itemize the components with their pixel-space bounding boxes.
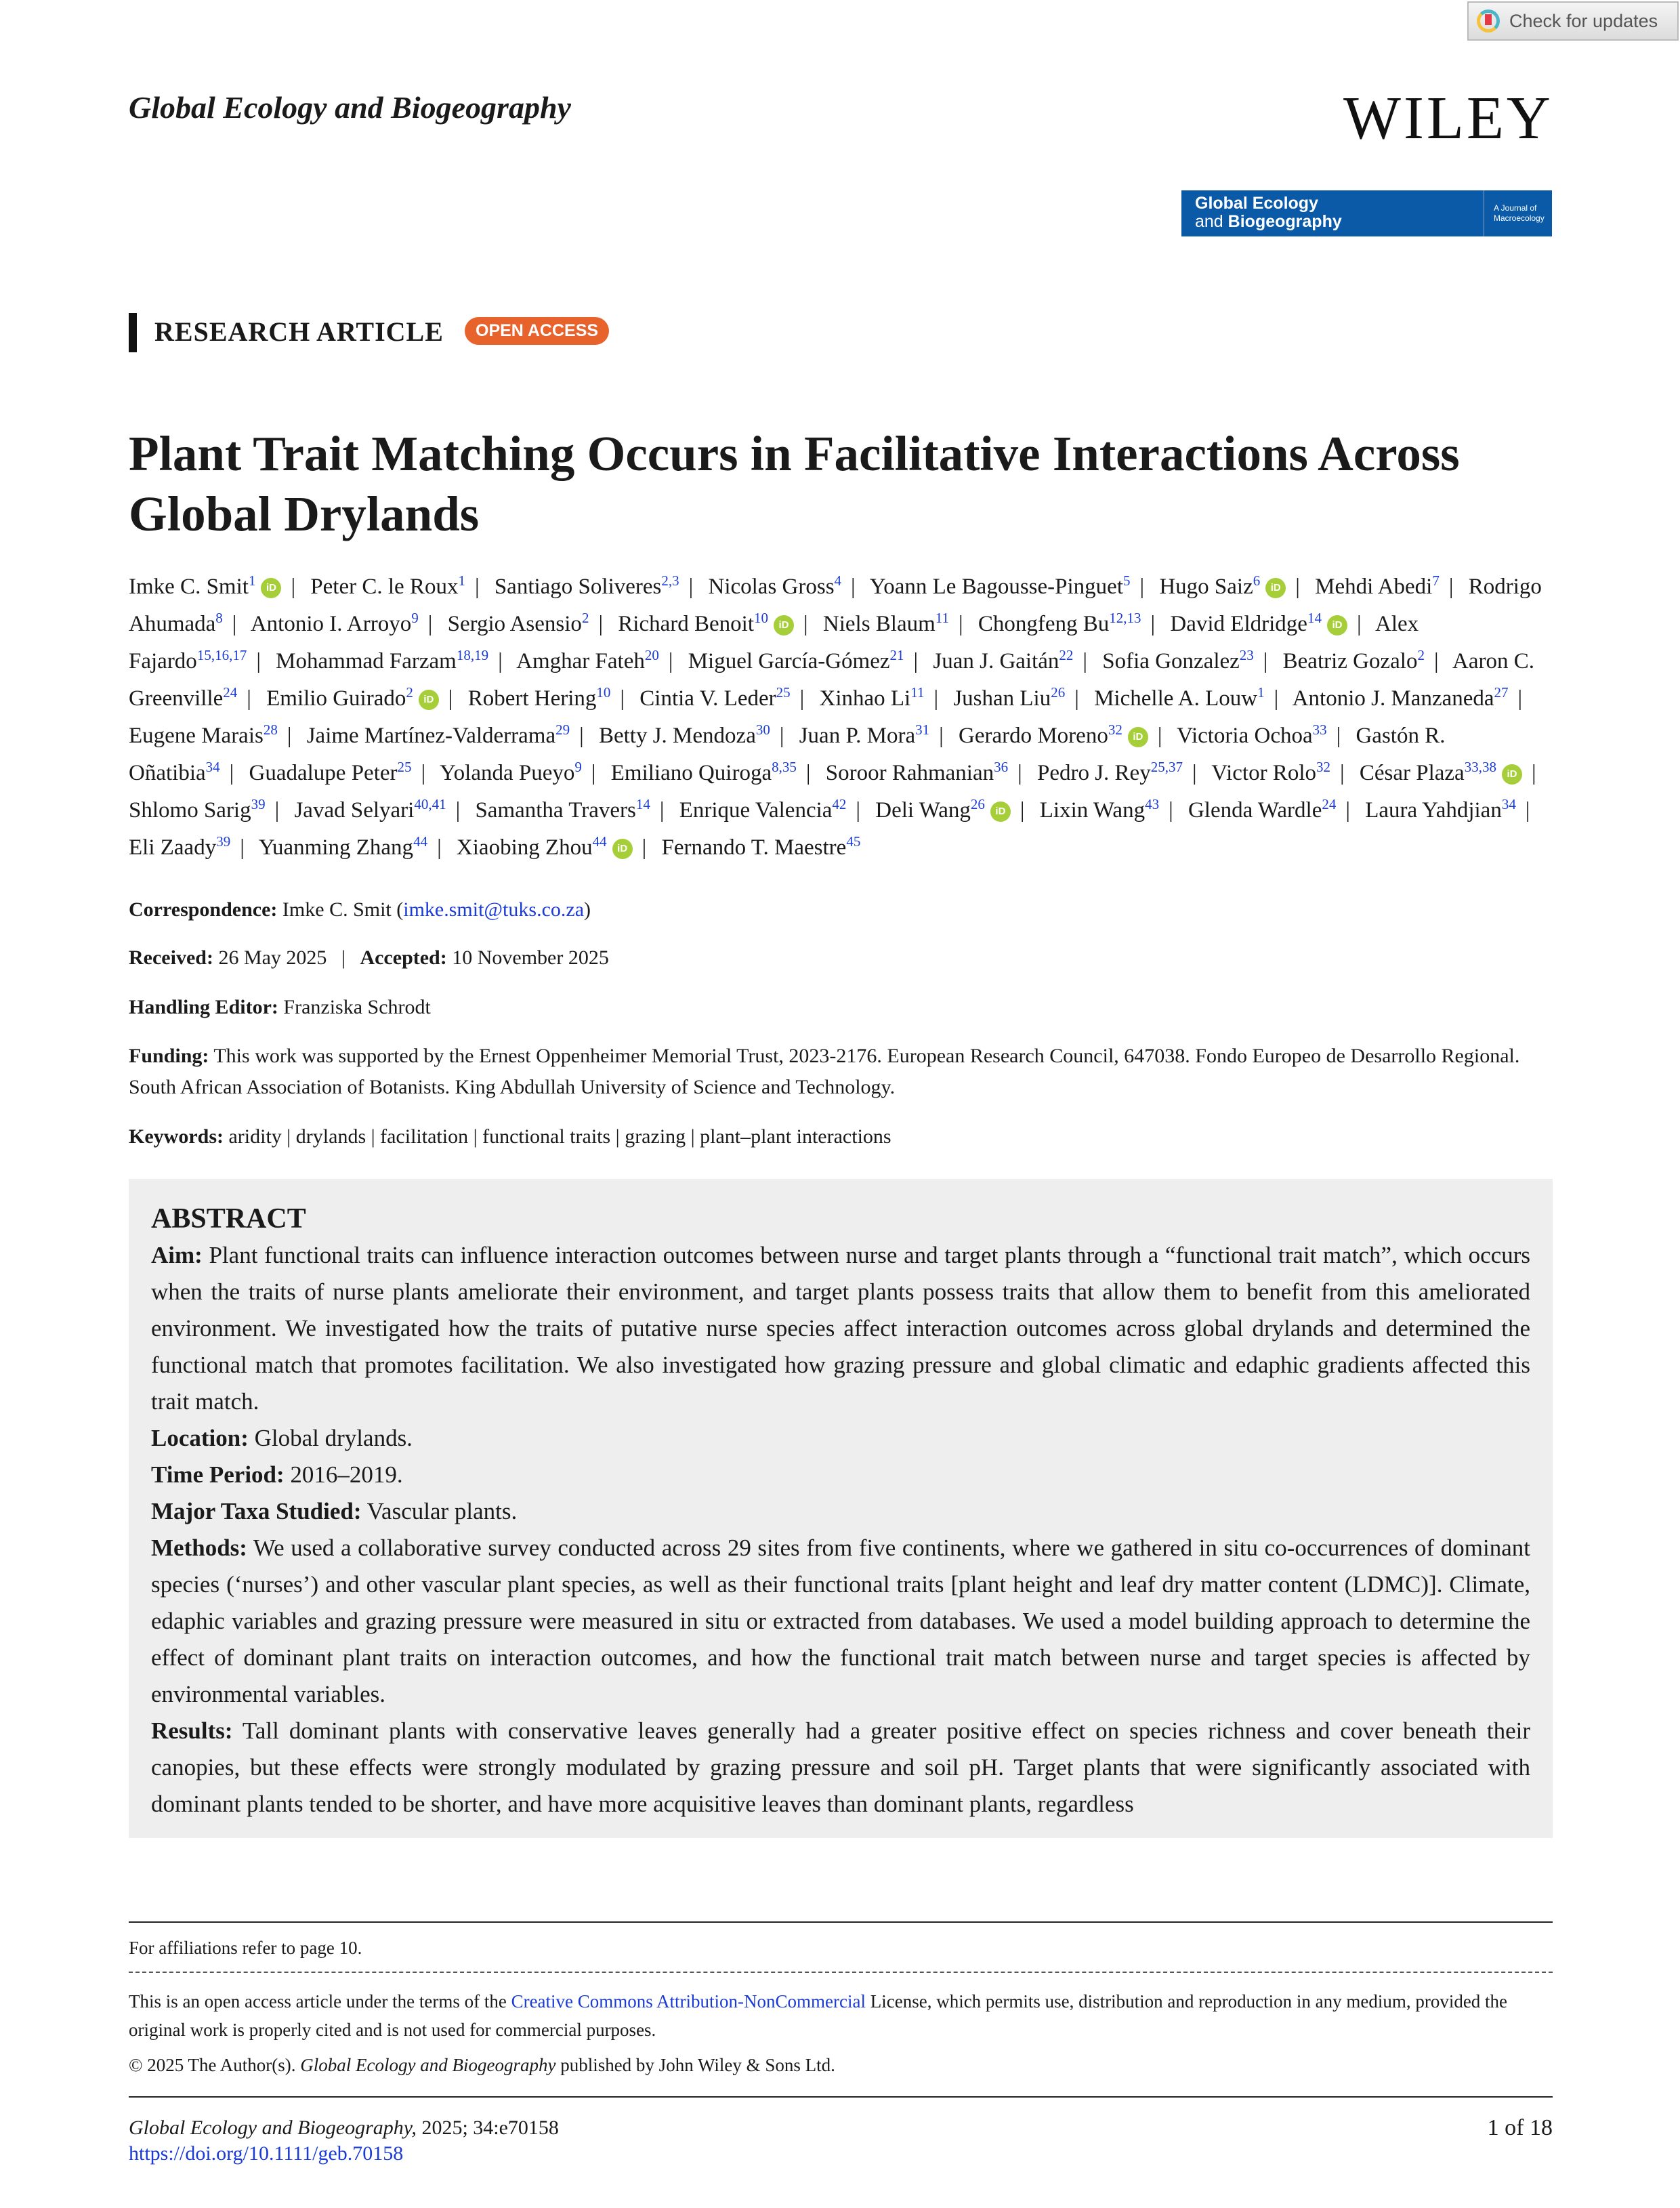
page-number: 1 of 18 (1487, 2115, 1553, 2140)
affiliation-superscript[interactable]: 14 (635, 796, 650, 812)
author-name: Yolanda Pueyo (440, 761, 575, 785)
abstract-section-label: Methods: (151, 1535, 247, 1561)
author-name: Rodrigo Ahumada (129, 575, 1542, 636)
author-name: Miguel García-Gómez (688, 649, 890, 673)
footer-dashed-rule (129, 1972, 1553, 1973)
author-name: Deli Wang (875, 798, 971, 822)
affiliation-superscript[interactable]: 44 (592, 833, 607, 850)
author-separator: | (1433, 649, 1439, 673)
citation-rest: 2025; 34:e70158 (416, 2117, 559, 2139)
affiliation-superscript[interactable]: 2,3 (661, 572, 679, 589)
author (875, 798, 1011, 822)
author (1293, 686, 1509, 711)
affiliation-superscript[interactable]: 44 (413, 833, 428, 850)
author-name: Gerardo Moreno (958, 724, 1108, 748)
author (129, 724, 278, 748)
author (1094, 686, 1265, 711)
abstract-section-text: 2016–2019. (290, 1461, 403, 1488)
author-separator: | (229, 761, 234, 785)
author (457, 835, 633, 860)
author-separator: | (1531, 761, 1536, 785)
abstract-box (129, 1179, 1553, 1838)
author-name: Niels Blaum (822, 612, 936, 636)
orcid-icon[interactable]: iD (1502, 764, 1522, 785)
author (516, 649, 659, 673)
keywords (129, 1121, 1558, 1152)
journal-title: Global Ecology and Biogeography (129, 90, 571, 125)
author-name: Hugo Saiz (1159, 575, 1253, 599)
author (129, 798, 266, 822)
author-separator: | (579, 724, 584, 748)
author-name: Juan P. Mora (799, 724, 916, 748)
author-separator: | (851, 575, 856, 599)
author-name: Yuanming Zhang (258, 835, 414, 860)
affiliation-superscript[interactable]: 11 (910, 684, 925, 701)
handling-editor (129, 992, 1558, 1023)
correspondence-label: Correspondence: (129, 898, 278, 921)
author-name: Samantha Travers (475, 798, 636, 822)
author-separator: | (856, 798, 861, 822)
author (468, 686, 611, 711)
author-separator: | (959, 612, 963, 636)
affiliation-superscript[interactable]: 39 (216, 833, 231, 850)
abstract-section-label: Time Period: (151, 1461, 285, 1488)
author (440, 761, 582, 785)
author-separator: | (1448, 575, 1454, 599)
affiliation-superscript[interactable]: 14 (1307, 610, 1322, 626)
author-separator: | (1336, 724, 1341, 748)
abstract-heading: ABSTRACT (151, 1203, 306, 1234)
abstract-section (151, 1237, 1530, 1420)
affiliation-superscript[interactable]: 24 (223, 684, 238, 701)
author-separator: | (498, 649, 503, 673)
author (708, 572, 842, 599)
affiliation-superscript[interactable]: 31 (915, 722, 930, 738)
orcid-icon[interactable]: iD (1327, 615, 1347, 636)
affiliation-superscript[interactable]: 4 (834, 572, 842, 589)
affiliation-superscript[interactable]: 12,13 (1109, 610, 1141, 626)
author (259, 835, 427, 860)
author-name: Chongfeng Bu (978, 612, 1110, 636)
author-separator: | (642, 835, 647, 860)
author-name: Victor Rolo (1211, 761, 1316, 785)
author-separator: | (291, 575, 296, 599)
author-separator: | (1017, 761, 1022, 785)
author-separator: | (1169, 798, 1173, 822)
affiliation-superscript[interactable]: 28 (263, 722, 278, 738)
author (494, 572, 679, 599)
author-separator: | (1295, 575, 1300, 599)
correspondence (129, 894, 1558, 925)
author-separator: | (803, 612, 808, 636)
author-separator: | (1139, 575, 1145, 599)
author-name: David Eldridge (1170, 612, 1307, 636)
author-name: Jaime Martínez-Valderrama (306, 724, 556, 748)
author-separator: | (437, 835, 442, 860)
affiliation-superscript[interactable]: 8 (215, 610, 223, 626)
affiliation-superscript[interactable]: 43 (1145, 796, 1160, 812)
affiliation-superscript[interactable]: 33,38 (1464, 759, 1496, 775)
author-name: Robert Hering (467, 686, 597, 711)
license-text (129, 1987, 1553, 2044)
author-name: Sofia Gonzalez (1102, 649, 1240, 673)
affiliation-superscript[interactable]: 33 (1312, 722, 1327, 738)
author-name: Yoann Le Bagousse-Pinguet (869, 575, 1123, 599)
author-name: Eugene Marais (129, 724, 264, 748)
abstract-section (151, 1713, 1530, 1822)
abstract-section (151, 1530, 1530, 1713)
article-type-bar (129, 313, 137, 352)
abstract-section-text: Tall dominant plants with conservative leaves generally had a greater positive effect on species richness and cover beneath their canopies, but these effects were strongly modulated by grazing pressure and soil pH. Target plants that were significantly associated with dominant plants tended to be shorter, and have more acquisitive leaves than dominant plants, regardless (151, 1717, 1531, 1817)
author (799, 724, 929, 748)
author-separator: | (688, 575, 694, 599)
abstract-section-label: Major Taxa Studied: (151, 1498, 362, 1524)
correspondence-close: ) (584, 898, 591, 921)
affiliation-superscript[interactable]: 9 (574, 759, 582, 775)
affiliation-superscript[interactable]: 6 (1253, 572, 1261, 589)
author (618, 612, 794, 636)
banner-tag1: A Journal of (1494, 203, 1537, 213)
orcid-icon[interactable]: iD (1128, 727, 1148, 747)
author (1315, 572, 1440, 599)
accepted-label: Accepted: (360, 946, 447, 969)
author-separator: | (1345, 798, 1350, 822)
author-name: Lixin Wang (1039, 798, 1146, 822)
affiliation-superscript[interactable]: 29 (555, 722, 570, 738)
author-name: Xiaobing Zhou (456, 835, 593, 860)
author-separator: | (256, 649, 261, 673)
article-type: RESEARCH ARTICLE (154, 316, 444, 347)
funding-label: Funding: (129, 1045, 209, 1067)
author-name: Nicolas Gross (708, 575, 835, 599)
author (1037, 761, 1183, 785)
author-name: Santiago Soliveres (494, 575, 662, 599)
affiliation-superscript[interactable]: 2 (581, 610, 589, 626)
affiliation-superscript[interactable]: 45 (846, 833, 861, 850)
journal-banner-logo (1181, 190, 1552, 236)
author-separator: | (799, 686, 805, 711)
banner-line2a: and (1195, 212, 1228, 231)
author-name: Javad Selyari (294, 798, 415, 822)
author (1188, 798, 1336, 822)
crossmark-icon (1477, 9, 1500, 33)
author-name: Mehdi Abedi (1315, 575, 1433, 599)
author-name: Alex Fajardo (129, 612, 1419, 673)
author (475, 798, 650, 822)
affiliation-superscript[interactable]: 1 (458, 572, 465, 589)
license-pre: This is an open access article under the terms of the (129, 1991, 511, 2012)
affiliation-superscript[interactable]: 15,16,17 (196, 647, 247, 663)
author-name: Sergio Asensio (447, 612, 582, 636)
author (1365, 798, 1516, 822)
author-separator: | (247, 686, 251, 711)
affiliation-superscript[interactable]: 2 (1417, 647, 1425, 663)
abstract-section-label: Results: (151, 1717, 233, 1744)
author-name: Emiliano Quiroga (610, 761, 772, 785)
affiliation-superscript[interactable]: 10 (754, 610, 769, 626)
author-separator: | (1083, 649, 1088, 673)
author-name: Enrique Valencia (679, 798, 833, 822)
author (276, 649, 488, 673)
abstract-section (151, 1420, 1530, 1457)
affiliation-superscript[interactable]: 34 (1501, 796, 1516, 812)
author-list (129, 565, 1558, 863)
editor-label: Handling Editor: (129, 996, 278, 1018)
open-access-badge: OPEN ACCESS (465, 317, 609, 345)
affiliation-superscript[interactable]: 8,35 (772, 759, 797, 775)
author (826, 761, 1008, 785)
author-separator: | (933, 686, 939, 711)
author-name: Amghar Fateh (516, 649, 645, 673)
orcid-icon[interactable]: iD (612, 839, 633, 859)
author-separator: | (1340, 761, 1345, 785)
author-separator: | (1263, 649, 1268, 673)
author-name: Fernando T. Maestre (661, 835, 847, 860)
abstract-section-label: Aim: (151, 1242, 203, 1268)
check-for-updates-label: Check for updates (1509, 10, 1658, 31)
affiliation-superscript[interactable]: 25 (397, 759, 412, 775)
affiliation-superscript[interactable]: 32 (1108, 722, 1122, 738)
author (307, 724, 570, 748)
copyright (129, 2051, 1553, 2079)
article-title: Plant Trait Matching Occurs in Facilitative Interactions Across Global Drylands (129, 426, 1460, 541)
affiliation-superscript[interactable]: 39 (251, 796, 266, 812)
keywords-text: aridity | drylands | facilitation | functional traits | grazing | plant–plant interactions (228, 1125, 891, 1148)
author (959, 724, 1148, 748)
author (611, 761, 797, 785)
affiliation-superscript[interactable]: 27 (1494, 684, 1509, 701)
author-separator: | (287, 724, 292, 748)
author-separator: | (1517, 686, 1523, 711)
author-separator: | (805, 761, 811, 785)
author-name: Imke C. Smit (129, 575, 249, 599)
author (823, 612, 949, 636)
citation-journal: Global Ecology and Biogeography, (129, 2117, 417, 2139)
affiliation-superscript[interactable]: 1 (248, 572, 256, 589)
author-name: Aaron C. Greenville (129, 649, 1534, 711)
affiliation-superscript[interactable]: 42 (832, 796, 847, 812)
author (688, 649, 904, 673)
abstract-section-text: Vascular plants. (366, 1498, 518, 1524)
editor-name: Franziska Schrodt (283, 996, 431, 1018)
author-name: Jushan Liu (953, 686, 1051, 711)
affiliation-superscript[interactable]: 26 (1051, 684, 1066, 701)
author-separator: | (1525, 798, 1530, 822)
affiliation-superscript[interactable]: 2 (406, 684, 413, 701)
author-name: Gastón R. Oñatibia (129, 724, 1446, 785)
affiliation-superscript[interactable]: 32 (1316, 759, 1330, 775)
license-link[interactable]: Creative Commons Attribution-NonCommercial (511, 1991, 866, 2012)
abstract-section-text: Plant functional traits can influence interaction outcomes between nurse and target plants through a “functional trait match”, which occurs when the traits of nurse plants ameliorate their environment, and target plants possess traits that allow them to benefit from this ameliorated environment. We investigated how the traits of putative nurse species affect interaction outcomes across global drylands and determined the functional match that promotes facilitation. We also investigated how grazing pressure and global climatic and edaphic gradients affected this trait match. (151, 1242, 1531, 1415)
affiliation-superscript[interactable]: 24 (1322, 796, 1337, 812)
correspondence-email-link[interactable]: imke.smit@tuks.co.za (403, 898, 585, 921)
author-separator: | (668, 649, 673, 673)
orcid-icon[interactable]: iD (990, 801, 1011, 822)
banner-tag2: Macroecology (1494, 213, 1545, 223)
funding-text: This work was supported by the Ernest Oppenheimer Memorial Trust, 2023-2176. European Research Council, 647038. Fondo Europeo de Desarrollo Regional. South African Association of Botanists. King Abdullah University of Science and Technology. (129, 1045, 1520, 1098)
author-name: Peter C. le Roux (310, 575, 459, 599)
author (448, 612, 589, 636)
affiliation-superscript[interactable]: 23 (1239, 647, 1254, 663)
author-separator: | (913, 649, 919, 673)
author-name: Glenda Wardle (1188, 798, 1322, 822)
author-name: Juan J. Gaitán (933, 649, 1059, 673)
author (1177, 724, 1327, 748)
affiliation-superscript[interactable]: 34 (205, 759, 220, 775)
author (679, 798, 847, 822)
affiliations-note: For affiliations refer to page 10. (129, 1938, 362, 1958)
orcid-icon[interactable]: iD (419, 690, 439, 710)
citation (129, 2114, 1553, 2142)
author (129, 572, 281, 599)
affiliation-superscript[interactable]: 40,41 (414, 796, 446, 812)
affiliation-superscript[interactable]: 22 (1059, 647, 1074, 663)
author (1170, 612, 1347, 636)
affiliation-superscript[interactable]: 36 (994, 759, 1009, 775)
keywords-label: Keywords: (129, 1125, 224, 1148)
affiliation-superscript[interactable]: 9 (411, 610, 419, 626)
author-name: Xinhao Li (819, 686, 911, 711)
affiliation-superscript[interactable]: 18,19 (456, 647, 489, 663)
affiliation-superscript[interactable]: 5 (1122, 572, 1131, 589)
affiliation-superscript[interactable]: 7 (1432, 572, 1440, 589)
affiliation-superscript[interactable]: 25,37 (1150, 759, 1183, 775)
author-separator: | (474, 575, 480, 599)
abstract-section-text: Global drylands. (254, 1425, 413, 1451)
author-name: Antonio J. Manzaneda (1292, 686, 1494, 711)
author-name: Shlomo Sarig (129, 798, 251, 822)
affiliation-superscript[interactable]: 11 (935, 610, 950, 626)
dates-separator: | (341, 946, 345, 969)
author-separator: | (1192, 761, 1197, 785)
author (251, 612, 419, 636)
orcid-icon[interactable]: iD (261, 578, 281, 598)
author (869, 572, 1131, 599)
author-separator: | (659, 798, 665, 822)
accepted-date: 10 November 2025 (452, 946, 609, 969)
author (978, 612, 1141, 636)
author (819, 686, 924, 711)
abstract-section (151, 1457, 1530, 1493)
author-separator: | (448, 686, 453, 711)
check-for-updates-button[interactable] (1467, 1, 1679, 41)
affiliation-superscript[interactable]: 26 (970, 796, 985, 812)
affiliation-superscript[interactable]: 20 (644, 647, 659, 663)
affiliation-superscript[interactable]: 30 (755, 722, 770, 738)
author (639, 686, 790, 711)
author-separator: | (455, 798, 461, 822)
author (662, 835, 861, 860)
wiley-logo: WILEY (1343, 85, 1553, 152)
author (933, 649, 1073, 673)
author-separator: | (232, 612, 237, 636)
author-name: Beatriz Gozalo (1282, 649, 1418, 673)
author-separator: | (427, 612, 433, 636)
funding (129, 1041, 1558, 1103)
author (1283, 649, 1425, 673)
author-separator: | (779, 724, 784, 748)
correspondence-name: Imke C. Smit ( (282, 898, 404, 921)
doi-link[interactable]: https://doi.org/10.1111/geb.70158 (129, 2142, 404, 2165)
author-separator: | (1274, 686, 1279, 711)
author-separator: | (1150, 612, 1156, 636)
footer-rule (129, 1921, 1553, 1923)
affiliation-superscript[interactable]: 10 (596, 684, 611, 701)
dates (129, 942, 1558, 974)
author-name: César Plaza (1359, 761, 1465, 785)
orcid-icon[interactable]: iD (774, 615, 794, 636)
banner-line2b: Biogeography (1227, 212, 1342, 231)
affiliation-superscript[interactable]: 1 (1257, 684, 1265, 701)
author-name: Richard Benoit (618, 612, 755, 636)
author (266, 686, 439, 711)
author-name: Guadalupe Peter (249, 761, 398, 785)
author-name: Eli Zaady (129, 835, 217, 860)
abstract-section-label: Location: (151, 1425, 249, 1451)
affiliation-superscript[interactable]: 21 (889, 647, 904, 663)
author-separator: | (598, 612, 604, 636)
author (1159, 572, 1286, 599)
author-separator: | (1157, 724, 1162, 748)
author (294, 798, 446, 822)
copyright-pre: © 2025 The Author(s). (129, 2055, 301, 2075)
author (953, 686, 1065, 711)
author-name: Emilio Guirado (266, 686, 406, 711)
author-name: Victoria Ochoa (1177, 724, 1313, 748)
copyright-journal: Global Ecology and Biogeography (300, 2055, 556, 2075)
author-separator: | (591, 761, 596, 785)
author-separator: | (939, 724, 944, 748)
author-separator: | (1020, 798, 1025, 822)
author-name: Mohammad Farzam (276, 649, 457, 673)
author-name: Antonio I. Arroyo (250, 612, 412, 636)
author (1360, 761, 1522, 785)
author-name: Laura Yahdjian (1365, 798, 1502, 822)
author-separator: | (240, 835, 245, 860)
author-separator: | (1074, 686, 1079, 711)
author (1040, 798, 1159, 822)
banner-line1: Global Ecology (1195, 194, 1318, 213)
author (310, 572, 465, 599)
author-separator: | (421, 761, 426, 785)
received-label: Received: (129, 946, 213, 969)
author-name: Betty J. Mendoza (598, 724, 756, 748)
footer-rule-bottom (129, 2096, 1553, 2098)
license-post: License, which permits use, distribution and reproduction in any medium, provided the original work is properly cited and is not used for commercial purposes. (129, 1991, 1508, 2040)
author (599, 724, 770, 748)
author-name: Pedro J. Rey (1036, 761, 1151, 785)
abstract-section-text: We used a collaborative survey conducted across 29 sites from five continents, where we gathered in situ co-occurrences of dominant species (‘nurses’) and other vascular plant species, as well as their functional traits [plant height and leaf dry matter content (LDMC)]. Climate, edaphic variables and grazing pressure were measured in situ or extracted from databases. We used a model building approach to determine the effect of dominant plant traits on interaction outcomes, and how the functional trait match between nurse and target species is affected by environmental variables. (151, 1535, 1530, 1707)
author-name: Michelle A. Louw (1094, 686, 1258, 711)
author-separator: | (1356, 612, 1362, 636)
author-name: Cintia V. Leder (639, 686, 776, 711)
received-date: 26 May 2025 (218, 946, 327, 969)
author (1211, 761, 1330, 785)
author (129, 835, 230, 860)
author-separator: | (620, 686, 625, 711)
author-separator: | (274, 798, 280, 822)
abstract-section (151, 1493, 1530, 1530)
affiliation-superscript[interactable]: 25 (776, 684, 791, 701)
orcid-icon[interactable]: iD (1265, 578, 1286, 598)
copyright-post: published by John Wiley & Sons Ltd. (555, 2055, 835, 2075)
author (249, 761, 412, 785)
author-name: Soroor Rahmanian (825, 761, 994, 785)
author (1102, 649, 1254, 673)
